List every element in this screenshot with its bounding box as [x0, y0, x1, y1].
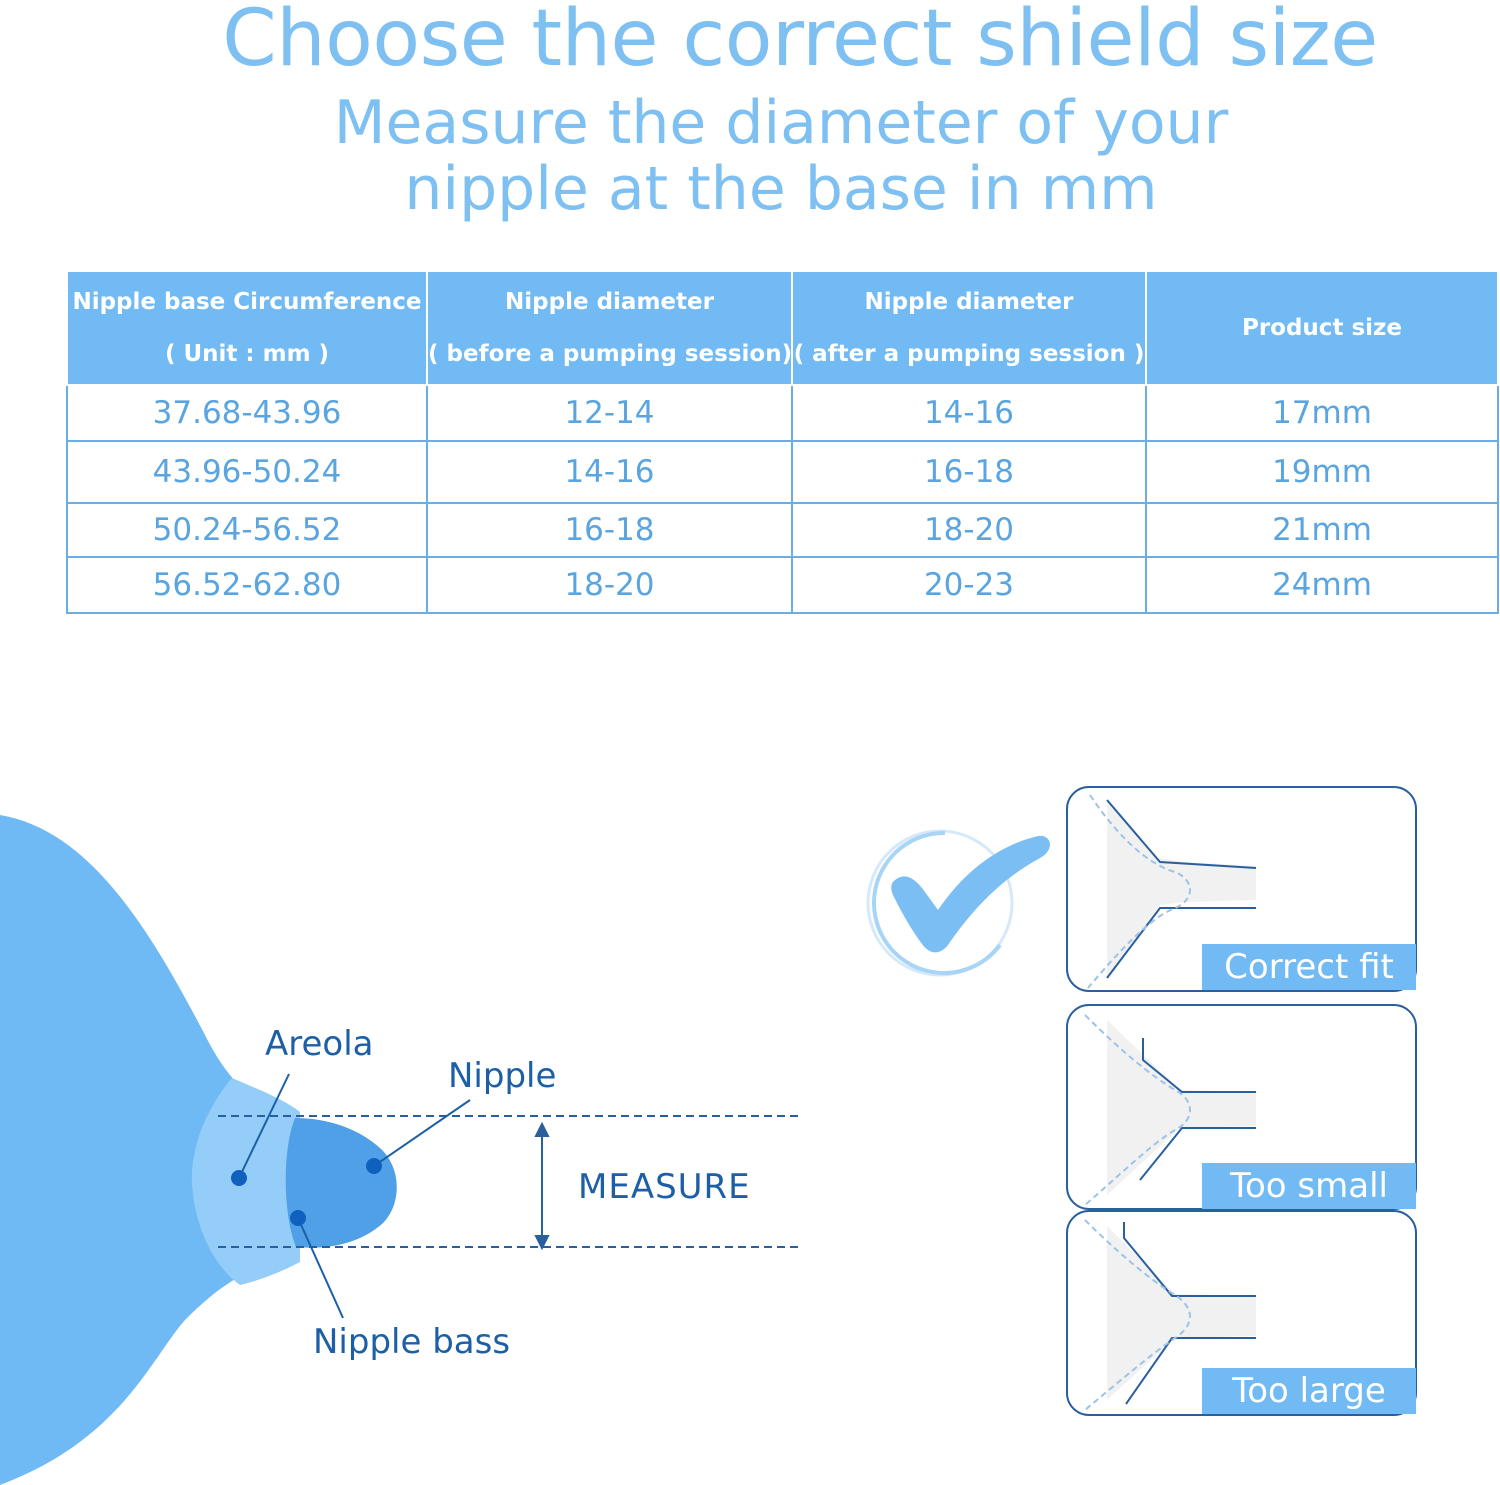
table-cell: 20-23 [792, 557, 1146, 613]
table-cell: 16-18 [792, 441, 1146, 503]
nipple-base-label: Nipple bass [313, 1322, 511, 1362]
page-title: Choose the correct shield size [222, 0, 1378, 84]
nipple-pointer [374, 1100, 470, 1166]
header-circumference-title: Nipple base Circumference [72, 289, 422, 315]
areola-label: Areola [265, 1024, 374, 1064]
table-cell: 43.96-50.24 [67, 441, 427, 503]
table-cell: 14-16 [792, 385, 1146, 441]
areola-dot [231, 1170, 247, 1186]
table-cell: 16-18 [427, 503, 792, 557]
too-large-label: Too large [1202, 1368, 1416, 1414]
correct-fit-label: Correct fit [1202, 944, 1416, 990]
table-cell: 21mm [1146, 503, 1498, 557]
header-product-size: Product size [1146, 271, 1498, 385]
table-cell: 24mm [1146, 557, 1498, 613]
header-diameter-after-note: ( after a pumping session ) [793, 341, 1145, 367]
table-cell: 37.68-43.96 [67, 385, 427, 441]
measure-arrow-icon [536, 1124, 548, 1248]
nipple-dot [366, 1158, 382, 1174]
table-cell: 56.52-62.80 [67, 557, 427, 613]
subtitle-line-2: nipple at the base in mm [404, 154, 1158, 224]
table-cell: 14-16 [427, 441, 792, 503]
table-cell: 17mm [1146, 385, 1498, 441]
header-diameter-before-note: ( before a pumping session) [428, 341, 793, 367]
nipple-label: Nipple [448, 1056, 557, 1096]
checkmark-icon [868, 831, 1050, 975]
table-cell: 18-20 [427, 557, 792, 613]
too-small-label: Too small [1202, 1163, 1416, 1209]
base-dot [290, 1210, 306, 1226]
table-cell: 12-14 [427, 385, 792, 441]
header-diameter-after-title: Nipple diameter [864, 289, 1074, 315]
header-diameter-before-title: Nipple diameter [505, 289, 714, 315]
measure-label: MEASURE [578, 1167, 751, 1207]
table-cell: 19mm [1146, 441, 1498, 503]
table-cell: 18-20 [792, 503, 1146, 557]
subtitle-line-1: Measure the diameter of your [333, 88, 1229, 158]
table-cell: 50.24-56.52 [67, 503, 427, 557]
header-circumference-unit: ( Unit : mm ) [164, 341, 330, 367]
